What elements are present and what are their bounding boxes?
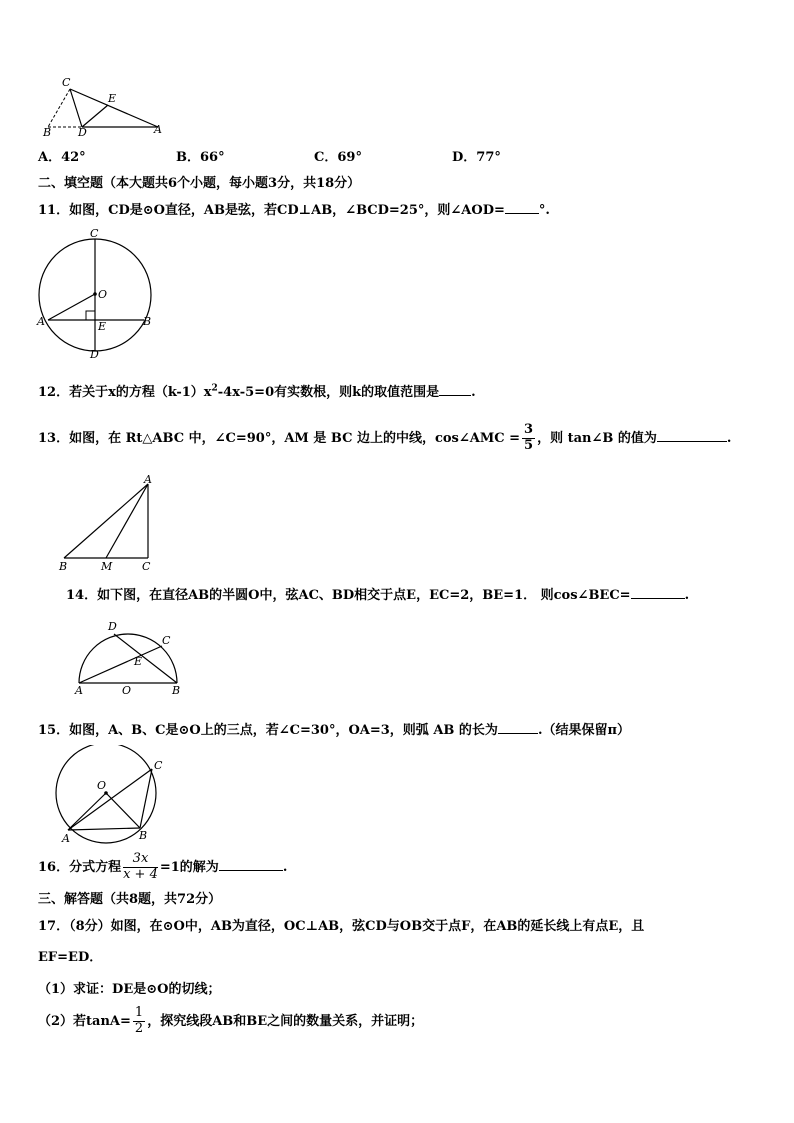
- answer-blank-15[interactable]: [498, 721, 538, 734]
- question-12-suffix: .: [471, 385, 476, 400]
- question-17-part-1: （1）求证：DE是⊙O的切线；: [38, 982, 221, 997]
- section-heading-solutions: 三、解答题（共8题，共72分）: [38, 892, 222, 907]
- question-12: [38, 381, 476, 400]
- question-11: [38, 199, 550, 218]
- circle-figure-q11: [34, 226, 154, 360]
- question-14-text: 14．如下图，在直径AB的半圆O中，弦AC、BD相交于点E，EC=2，BE=1． 则cos∠BEC=: [66, 588, 631, 603]
- right-triangle-figure-q13: [56, 474, 160, 574]
- segment-AC: [68, 769, 152, 830]
- segment-BC: [140, 769, 152, 828]
- answer-blank-16[interactable]: [219, 858, 283, 871]
- option-c: C．69°: [314, 150, 362, 165]
- label-O: O: [97, 779, 107, 792]
- label-C: C: [62, 76, 71, 89]
- label-D: D: [78, 126, 87, 137]
- label-B: B: [59, 560, 68, 573]
- question-16: [38, 848, 287, 888]
- exponent: 2: [211, 383, 218, 394]
- question-11-suffix: °.: [538, 203, 550, 218]
- section-heading-fill-in: 二、填空题（本大题共6个小题，每小题3分，共18分）: [38, 176, 361, 191]
- fraction-denominator: 5: [524, 438, 534, 453]
- label-M: M: [101, 560, 113, 573]
- label-C: C: [162, 634, 171, 647]
- fraction-denominator: 2: [134, 1021, 144, 1036]
- equals-sign: =: [509, 431, 521, 446]
- option-b: B．66°: [176, 150, 225, 165]
- label-C: C: [142, 560, 151, 573]
- fraction-numerator: 1: [134, 1005, 144, 1021]
- label-B: B: [143, 315, 152, 328]
- question-14-suffix: .: [684, 588, 690, 603]
- label-O: O: [122, 684, 132, 697]
- label-C: C: [154, 759, 163, 772]
- question-17-line-1: 17．（8分）如图，在⊙O中，AB为直径，OC⊥AB，弦CD与OB交于点F，在AB的延长线上有点E，且: [38, 919, 645, 934]
- question-15-text: 15．如图，A、B、C是⊙O上的三点，若∠C=30°，OA=3，则弧 AB 的长为: [38, 723, 498, 738]
- label-B: B: [43, 126, 52, 137]
- question-16-prefix: 16．分式方程: [38, 860, 122, 875]
- question-12-rest: -4x-5=0有实数根，则k的取值范围是: [217, 385, 440, 400]
- segment-OA: [68, 793, 106, 830]
- center-dot: [93, 292, 97, 296]
- question-14: [66, 584, 689, 603]
- label-O: O: [98, 288, 108, 301]
- segment-CB-dashed: [48, 89, 70, 127]
- question-17-line-2: EF=ED．: [38, 950, 103, 965]
- segment-AB: [68, 828, 140, 830]
- label-C: C: [90, 227, 99, 240]
- chord-AC: [79, 646, 162, 683]
- question-17-part-2: [38, 1002, 423, 1042]
- circle-figure-q15: [50, 745, 170, 847]
- segment-CD: [70, 89, 82, 127]
- label-E: E: [134, 655, 143, 668]
- question-16-mid: =1的解为: [159, 860, 219, 875]
- answer-blank-13[interactable]: [657, 429, 727, 442]
- segment-AB: [64, 484, 148, 558]
- segment-DE: [82, 105, 108, 127]
- triangle-figure-q10: [40, 75, 170, 137]
- segment-AM: [106, 484, 148, 558]
- option-a: A．42°: [38, 150, 86, 165]
- answer-blank-14[interactable]: [631, 586, 685, 599]
- label-A: A: [37, 315, 45, 328]
- question-13-suffix: .: [726, 431, 732, 446]
- label-D: D: [90, 348, 99, 360]
- question-16-suffix: .: [282, 860, 288, 875]
- question-15: [38, 719, 630, 738]
- segment-OB: [106, 793, 140, 828]
- label-E: E: [108, 92, 117, 105]
- semicircle-figure-q14: [70, 617, 186, 697]
- segment-AO: [48, 294, 95, 320]
- label-A: A: [62, 832, 70, 845]
- question-13-prefix: 13．如图，在 Rt△ABC 中，∠C=90°，AM 是 BC 边上的中线，cos∠AMC: [38, 431, 510, 446]
- label-B: B: [139, 829, 148, 842]
- label-D: D: [108, 620, 117, 633]
- label-A: A: [75, 684, 83, 697]
- question-11-text: 11．如图，CD是⊙O直径，AB是弦，若CD⊥AB，∠BCD=25°，则∠AOD=: [38, 203, 505, 218]
- label-A: A: [154, 123, 162, 136]
- right-angle-mark: [86, 311, 95, 320]
- label-E: E: [98, 320, 107, 333]
- answer-blank-11[interactable]: [505, 201, 539, 214]
- question-13: [38, 419, 731, 459]
- answer-blank-12[interactable]: [439, 383, 471, 396]
- label-A: A: [144, 474, 152, 486]
- fraction-numerator: 3x: [123, 852, 158, 868]
- question-17-part-2-suffix: ，探究线段AB和BE之间的数量关系，并证明；: [147, 1014, 424, 1029]
- question-15-suffix: .（结果保留π）: [537, 723, 630, 738]
- question-17-part-2-prefix: （2）若tanA=: [38, 1014, 131, 1029]
- fraction-numerator: 3: [524, 422, 534, 438]
- label-B: B: [172, 684, 181, 697]
- option-d: D．77°: [452, 150, 501, 165]
- question-12-prefix: 12．若关于x的方程（k-1）x: [38, 385, 212, 400]
- question-13-mid: ，则 tan∠B 的值为: [537, 431, 657, 446]
- fraction-denominator: x + 4: [123, 867, 158, 882]
